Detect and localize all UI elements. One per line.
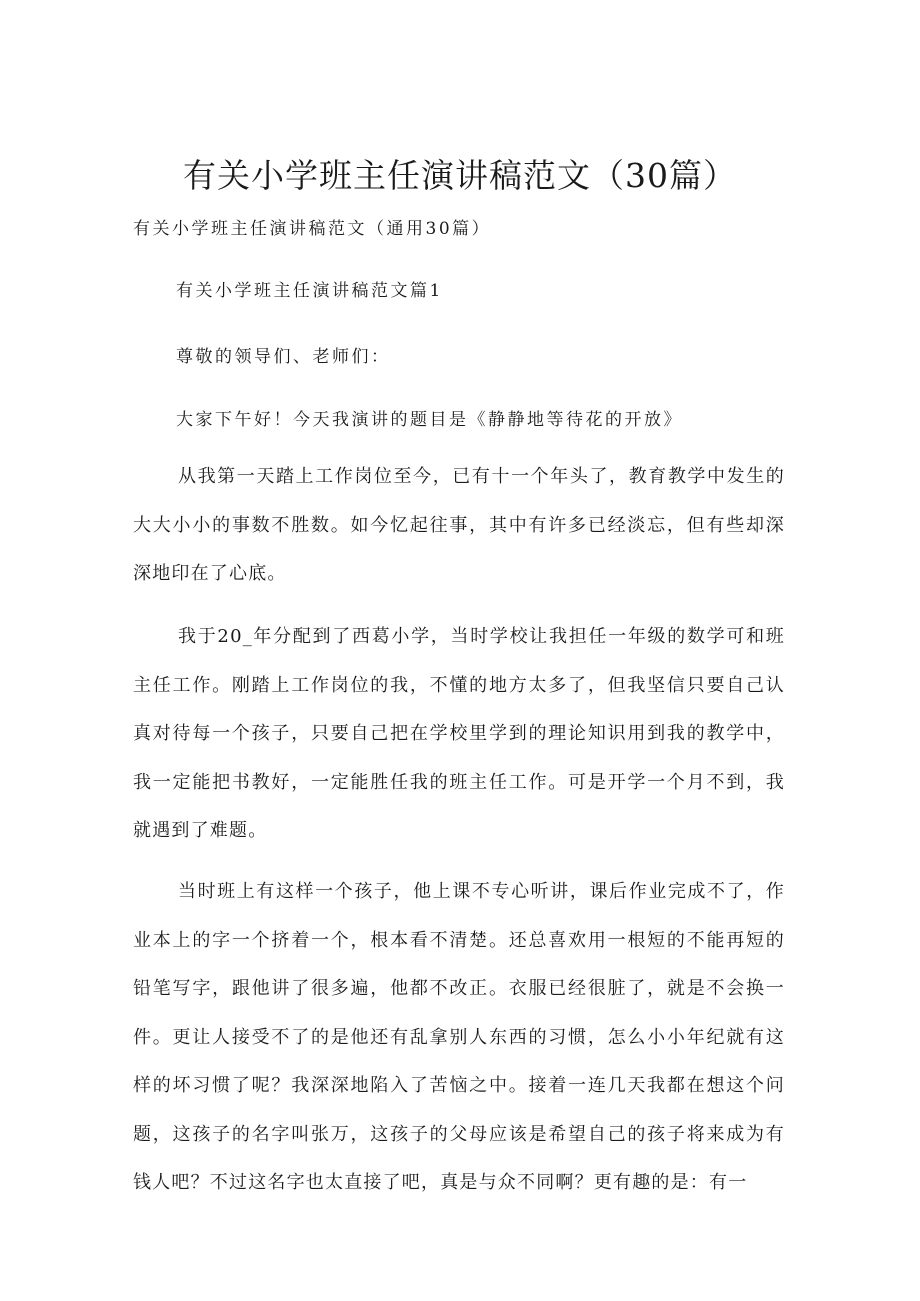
document-title: 有关小学班主任演讲稿范文（30篇） <box>183 156 737 195</box>
salutation: 尊敬的领导们、老师们： <box>176 347 391 367</box>
section-heading: 有关小学班主任演讲稿范文篇1 <box>176 281 443 301</box>
paragraph: 当时班上有这样一个孩子，他上课不专心听讲，课后作业完成不了，作业本上的字一个挤着一个，根本看不清楚。还总喜欢用一根短的不能再短的铅笔写字，跟他讲了很多遍，他都不改正。衣服已经很脏了，就是不会换一件。更让人接受不了的是他还有乱拿别人东西的习惯，怎么小小年纪就有这样的坏习惯了呢？我深深地陷入了苦恼之中。接着一连几天我都在想这个问题，这孩子的名字叫张万，这孩子的父母应该是希望自己的孩子将来成为有钱人吧？不过这名字也太直接了吧，真是与众不同啊？更有趣的是：有一 <box>133 881 785 1193</box>
paragraph: 从我第一天踏上工作岗位至今，已有十一个年头了，教育教学中发生的大大小小的事数不胜数。如今忆起往事，其中有许多已经淡忘，但有些却深深地印在了心底。 <box>133 466 785 584</box>
greeting: 大家下午好！今天我演讲的题目是《静静地等待花的开放》 <box>176 410 683 430</box>
document-subtitle: 有关小学班主任演讲稿范文（通用30篇） <box>133 219 492 239</box>
paragraph: 我于20_年分配到了西葛小学，当时学校让我担任一年级的数学可和班主任工作。刚踏上工作岗位的我，不懂的地方太多了，但我坚信只要自己认真对待每一个孩子，只要自己把在学校里学到的理论知识用到我的教学中，我一定能把书教好，一定能胜任我的班主任工作。可是开学一个月不到，我就遇到了难题。 <box>133 626 785 841</box>
